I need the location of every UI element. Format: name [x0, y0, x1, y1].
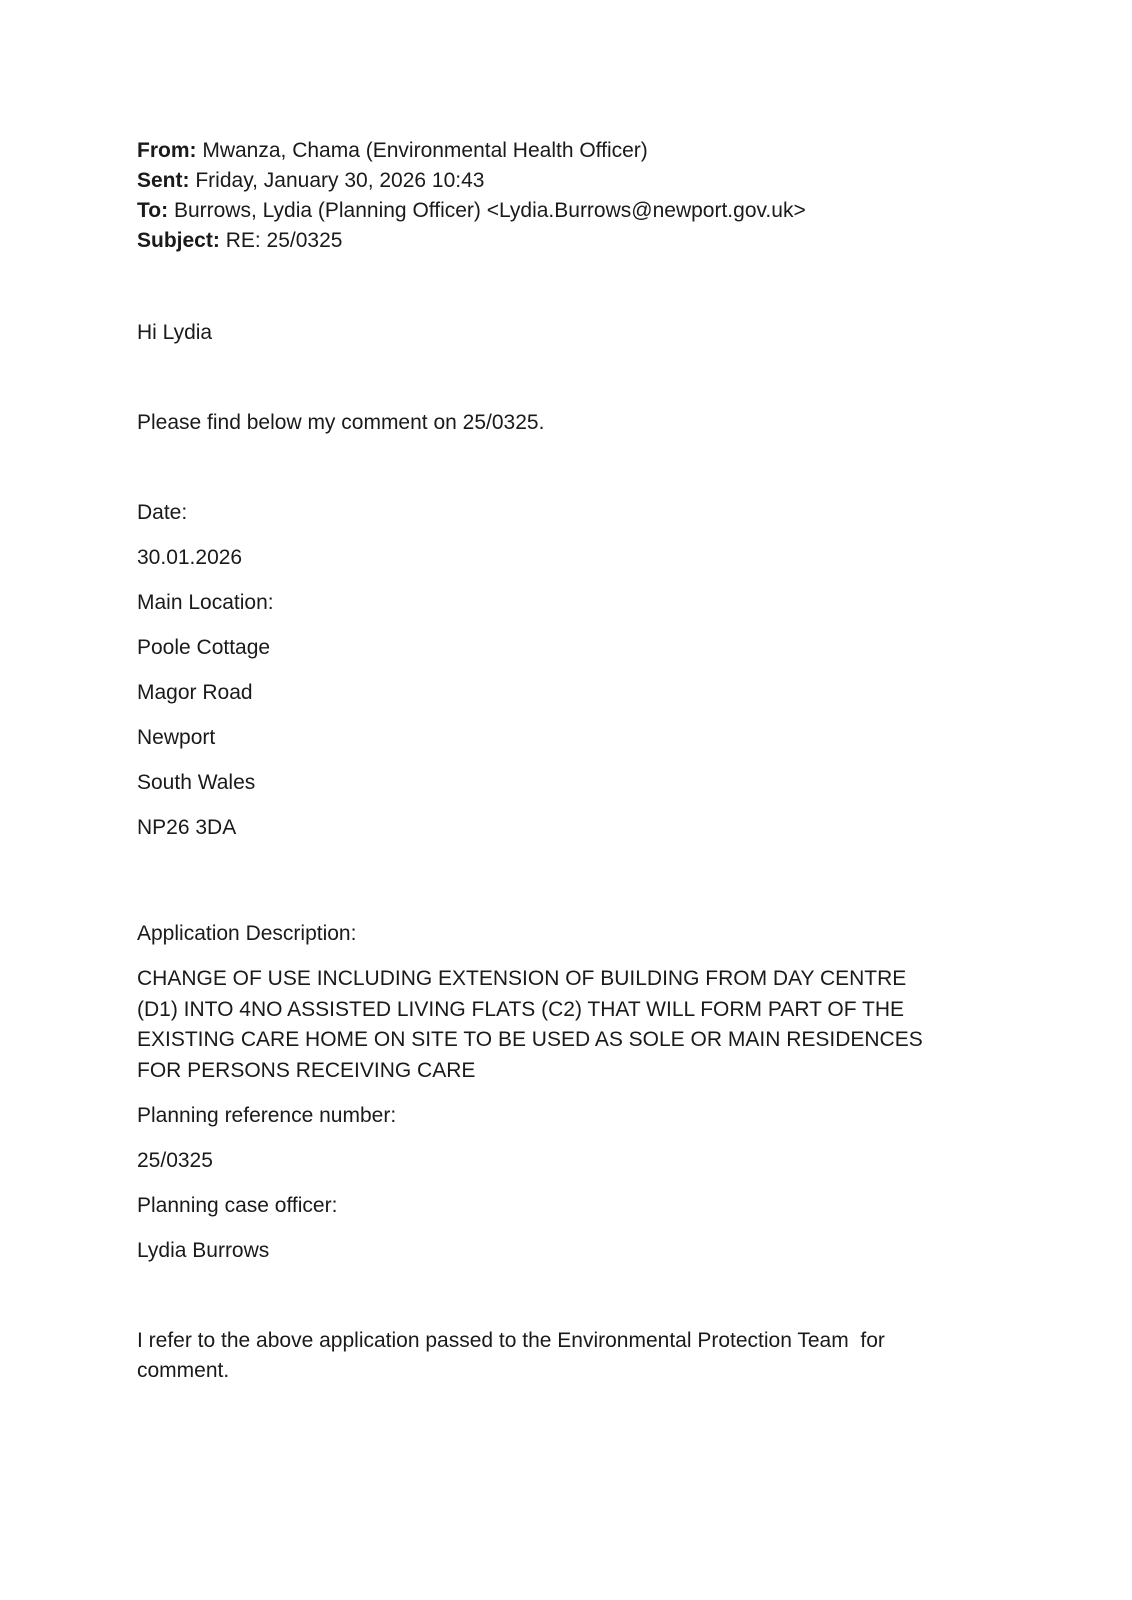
subject-label: Subject: — [137, 229, 220, 252]
reference-value: 25/0325 — [137, 1149, 213, 1172]
application-details — [137, 498, 1007, 1266]
subject-line — [137, 226, 1007, 256]
address-line: Newport — [137, 726, 216, 749]
subject-value: RE: 25/0325 — [225, 229, 343, 252]
intro-text: Please find below my comment on 25/0325. — [137, 411, 545, 434]
address-line: Poole Cottage — [137, 636, 271, 659]
closing-line: I refer to the above application passed to the Environmental Protection Team for — [137, 1329, 885, 1352]
sent-label: Sent: — [137, 169, 190, 192]
closing-paragraph — [137, 1326, 1007, 1386]
sent-line — [137, 166, 1007, 196]
address-line: South Wales — [137, 771, 256, 794]
to-value: Burrows, Lydia (Planning Officer) <Lydia.Burrows@newport.gov.uk> — [173, 199, 806, 222]
closing-line: comment. — [137, 1359, 230, 1382]
date-label: Date: — [137, 501, 188, 524]
description-label: Application Description: — [137, 922, 357, 945]
officer-label: Planning case officer: — [137, 1194, 338, 1217]
from-label: From: — [137, 139, 197, 162]
email-content — [137, 136, 1007, 1386]
to-label: To: — [137, 199, 169, 222]
description-line: FOR PERSONS RECEIVING CARE — [137, 1058, 476, 1082]
description-line: CHANGE OF USE INCLUDING EXTENSION OF BUILDING FROM DAY CENTRE — [137, 967, 907, 990]
email-header — [137, 136, 1007, 256]
location-label: Main Location: — [137, 591, 274, 614]
from-value: Mwanza, Chama (Environmental Health Officer) — [202, 139, 648, 162]
sent-value: Friday, January 30, 2026 10:43 — [195, 169, 485, 192]
date-value: 30.01.2026 — [137, 546, 243, 569]
application-description — [137, 964, 1007, 1086]
officer-value: Lydia Burrows — [137, 1239, 270, 1262]
description-line: EXISTING CARE HOME ON SITE TO BE USED AS SOLE OR MAIN RESIDENCES — [137, 1028, 923, 1051]
from-line — [137, 136, 1007, 166]
description-line: (D1) INTO 4NO ASSISTED LIVING FLATS (C2) THAT WILL FORM PART OF THE — [137, 997, 905, 1021]
to-line — [137, 196, 1007, 226]
greeting: Hi Lydia — [137, 321, 213, 344]
reference-label: Planning reference number: — [137, 1104, 397, 1127]
address-line: NP26 3DA — [137, 816, 237, 839]
address-line: Magor Road — [137, 681, 253, 704]
